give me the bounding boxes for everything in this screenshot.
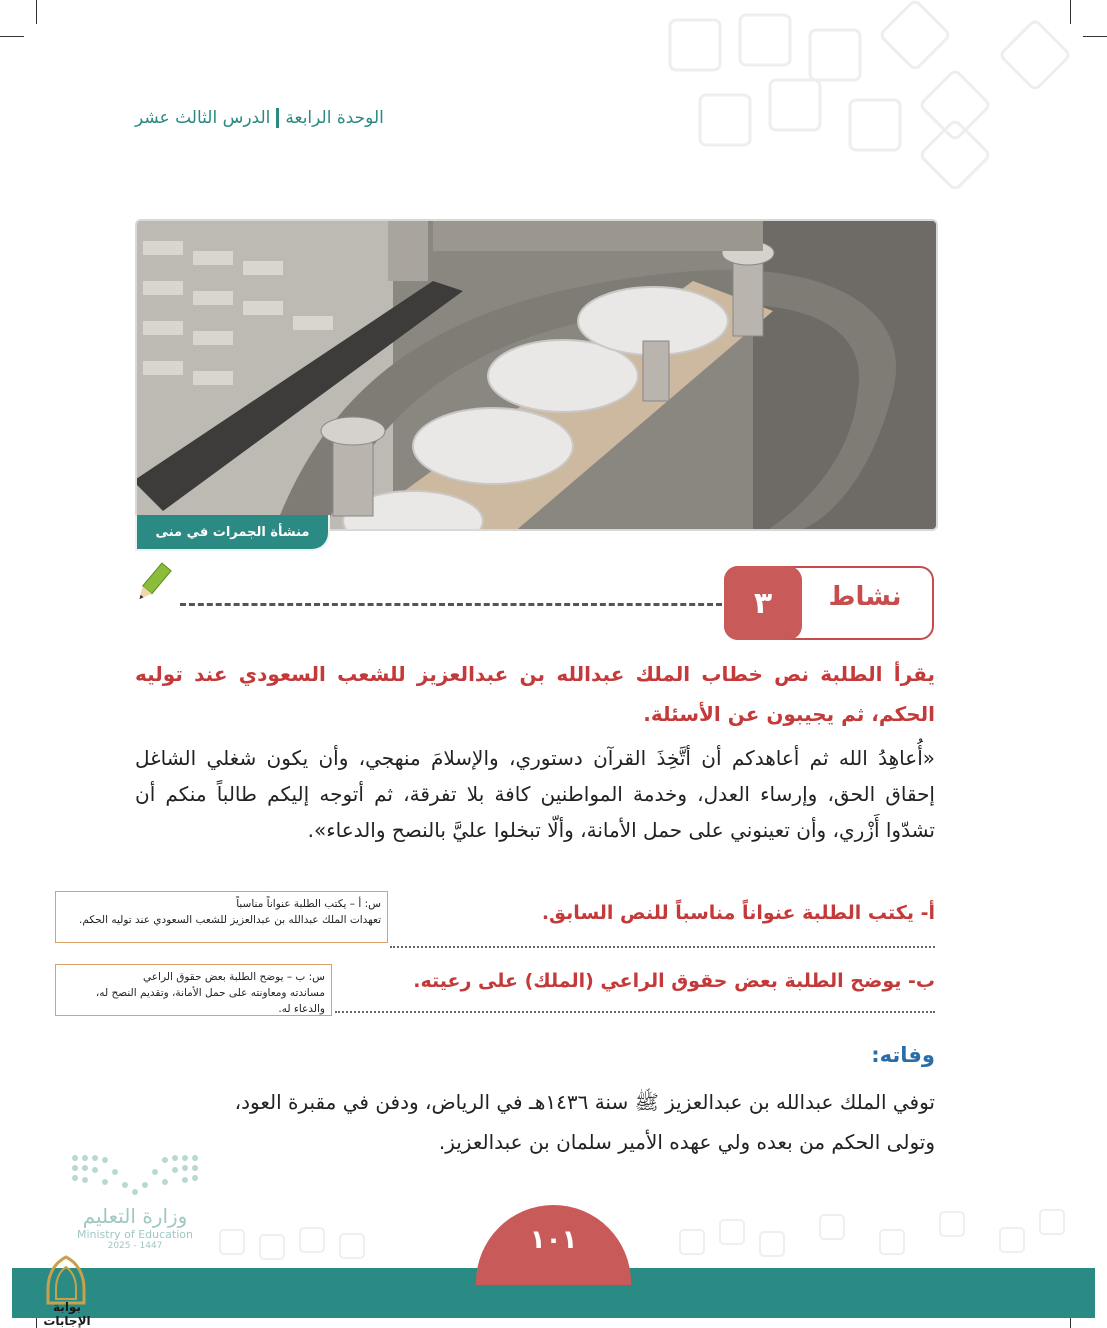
ministry-arabic-name: وزارة التعليم	[82, 1204, 188, 1228]
ministry-english-name: Ministry of Education	[76, 1228, 193, 1241]
answer-note-b-question: س: ب – يوضح الطلبة بعض حقوق الراعي	[143, 971, 325, 983]
crop-mark	[36, 0, 37, 24]
answer-line	[390, 946, 935, 948]
activity-number: ٣	[724, 566, 802, 640]
photo-caption: منشأة الجمرات في منى	[135, 515, 330, 551]
death-line-2: وتولى الحكم من بعده ولي عهده الأمير سلمان بن عبدالعزيز.	[438, 1130, 935, 1154]
answer-note-b	[55, 964, 332, 1016]
lesson-title: الدرس الثالث عشر	[135, 108, 271, 128]
death-line-1: توفي الملك عبدالله بن عبدالعزيز ﷺ سنة ١٤٣٦هـ في الرياض، ودفن في مقبرة العود،	[234, 1090, 935, 1114]
portal-logo-icon	[44, 1255, 88, 1305]
answer-note-a-answer: تعهدات الملك عبدالله بن عبدالعزيز للشعب السعودي عند توليه الحكم.	[78, 914, 381, 926]
ministry-year: 2025 - 1447	[107, 1241, 163, 1251]
portal-label: بوابة الإجابات	[43, 1300, 91, 1328]
death-paragraph	[135, 1082, 935, 1162]
activity-label: نشاط	[828, 582, 902, 612]
question-a	[530, 902, 935, 924]
king-speech-quote: «أُعاهِدُ الله ثم أعاهدكم أن أتَّخِذَ القرآن دستوري، والإسلامَ منهجي، وأن يكون شغلي الشاغل إحقاق الحق، وإرساء العدل، وخدمة المواطنين كافة بلا تفرقة، ثم أتوجه إليكم طالباً منكم أن تشدّوا أَزْري، وأن تعينوني على حمل الأمانة، وألّا تبخلوا عليَّ بالنصح والدعاء».	[135, 746, 935, 842]
crop-mark	[0, 36, 24, 37]
header-separator	[276, 108, 279, 128]
decorative-pattern	[640, 0, 1100, 200]
answer-note-a-question: س: أ – يكتب الطلبة عنواناً مناسباً	[236, 898, 381, 910]
question-b-text: يوضح الطلبة بعض حقوق الراعي (الملك) على رعيته.	[413, 970, 902, 992]
question-a-text: يكتب الطلبة عنواناً مناسباً للنص السابق.	[541, 902, 914, 924]
answer-note-b-answer: مساندته ومعاونته على حمل الأمانة، وتقديم النصح له، والدعاء له.	[95, 987, 325, 1015]
page-number: ١٠١	[476, 1205, 631, 1285]
unit-lesson-header	[135, 108, 435, 128]
ministry-dots-icon	[65, 1150, 205, 1200]
death-heading: وفاته:	[871, 1043, 935, 1067]
bottom-decorative-pattern	[200, 1190, 1090, 1270]
ministry-logo	[55, 1150, 215, 1251]
pencil-icon	[130, 560, 176, 606]
jamarat-photo	[135, 219, 938, 531]
activity-instruction: يقرأ الطلبة نص خطاب الملك عبدالله بن عبدالعزيز للشعب السعودي عند توليه الحكم، ثم يجيبون عن الأسئلة.	[135, 662, 935, 726]
answer-line	[335, 1011, 935, 1013]
question-a-letter: أ-	[920, 902, 935, 924]
unit-title: الوحدة الرابعة	[285, 108, 384, 128]
question-b	[400, 970, 935, 992]
activity-dashed-line	[180, 603, 722, 606]
answer-note-a	[55, 891, 388, 943]
question-b-letter: ب-	[908, 970, 935, 992]
